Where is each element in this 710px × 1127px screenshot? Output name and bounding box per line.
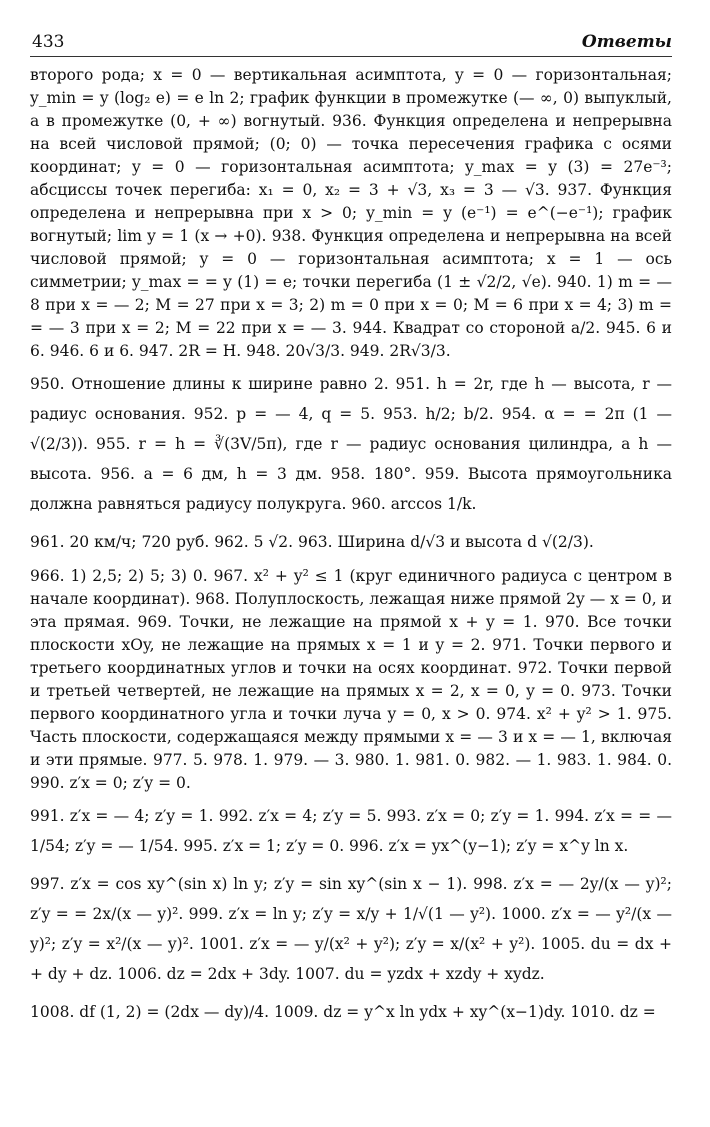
answers-text	[30, 64, 672, 1035]
paragraph-answers-966-990: 966. 1) 2,5; 2) 5; 3) 0. 967. x² + y² ≤ 1 (круг единичного радиуса с центром в начале координат). 968. Полуплоскость, лежащая ниже прямой 2y — x = 0, и эта прямая. 969. Точки, не лежащие на прямой x + y = 1. 970. Все точки плоскости xOy, не лежащие на прямых x = 1 и y = 2. 971. Точки первого и третьего координатных углов и точки на осях координат. 972. Точки первой и третьей четвертей, не лежащие на прямых x = 2, x = 0, y = 0. 973. Точки первого координатного угла и точки луча y = 0, x > 0. 974. x² + y² > 1. 975. Часть плоскости, содержащаяся между прямыми x = — 3 и x = — 1, включая и эти прямые. 977. 5. 978. 1. 979. — 3. 980. 1. 981. 0. 982. — 1. 983. 1. 984. 0. 990. z′x = 0; z′y = 0.	[30, 567, 672, 792]
paragraph-answers-961-963: 961. 20 км/ч; 720 руб. 962. 5 √2. 963. Ширина d/√3 и высота d √(2/3).	[30, 533, 594, 551]
paragraph-answers-997-1007: 997. z′x = cos xy^(sin x) ln y; z′y = sin xy^(sin x − 1). 998. z′x = — 2y/(x — y)²; z′y = = 2x/(x — y)². 999. z′x = ln y; z′y = x/y + 1/√(1 — y²). 1000. z′x = — y²/(x — y)²; z′y = x²/(x — y)². 1001. z′x = — y/(x² + y²); z′y = x/(x² + y²). 1005. du = dx + + dy + dz. 1006. dz = 2dx + 3dy. 1007. du = yzdx + xzdy + xydz.	[30, 875, 672, 983]
paragraph-answers-935-949: второго рода; x = 0 — вертикальная асимптота, y = 0 — горизонтальная; y_min = y (log₂ e) = e ln 2; график функции в промежутке (— ∞, 0) выпуклый, а в промежутке (0, + ∞) вогнутый. 936. Функция определена и непрерывна на всей числовой прямой; (0; 0) — точка пересечения графика с осями координат; y = 0 — горизонтальная асимптота; y_max = y (3) = 27e⁻³; абсциссы точек перегиба: x₁ = 0, x₂ = 3 + √3, x₃ = 3 — √3. 937. Функция определена и непрерывна при x > 0; y_min = y (e⁻¹) = e^(−e⁻¹); график вогнутый; lim y = 1 (x → +0). 938. Функция определена и непрерывна на всей числовой прямой; y = 0 — горизонтальная асимптота; x = 1 — ось симметрии; y_max = = y (1) = e; точки перегиба (1 ± √2/2, √e). 940. 1) m = — 8 при x = — 2; M = 27 при x = 3; 2) m = 0 при x = 0; M = 6 при x = 4; 3) m = = — 3 при x = 2; M = 22 при x = — 3. 944. Квадрат со стороной a/2. 945. 6 и 6. 946. 6 и 6. 947. 2R = H. 948. 20√3/3. 949. 2R√3/3.	[30, 66, 672, 360]
running-title: Ответы	[581, 32, 672, 52]
page-number: 433	[32, 32, 65, 52]
paragraph-answers-1008-1010: 1008. df (1, 2) = (2dx — dy)/4. 1009. dz = y^x ln ydx + xy^(x−1)dy. 1010. dz =	[30, 1003, 656, 1021]
page-header	[30, 30, 672, 57]
paragraph-answers-991-996: 991. z′x = — 4; z′y = 1. 992. z′x = 4; z′y = 5. 993. z′x = 0; z′y = 1. 994. z′x = = — 1/54; z′y = — 1/54. 995. z′x = 1; z′y = 0. 996. z′x = yx^(y−1); z′y = x^y ln x.	[30, 807, 672, 855]
paragraph-answers-950-960: 950. Отношение длины к ширине равно 2. 951. h = 2r, где h — высота, r — радиус основания. 952. p = — 4, q = 5. 953. h/2; b/2. 954. α = = 2π (1 — √(2/3)). 955. r = h = ∛(3V/5π), где r — радиус основания цилиндра, а h — высота. 956. a = 6 дм, h = 3 дм. 958. 180°. 959. Высота прямоугольника должна равняться радиусу полукруга. 960. arccos 1/k.	[30, 375, 672, 513]
